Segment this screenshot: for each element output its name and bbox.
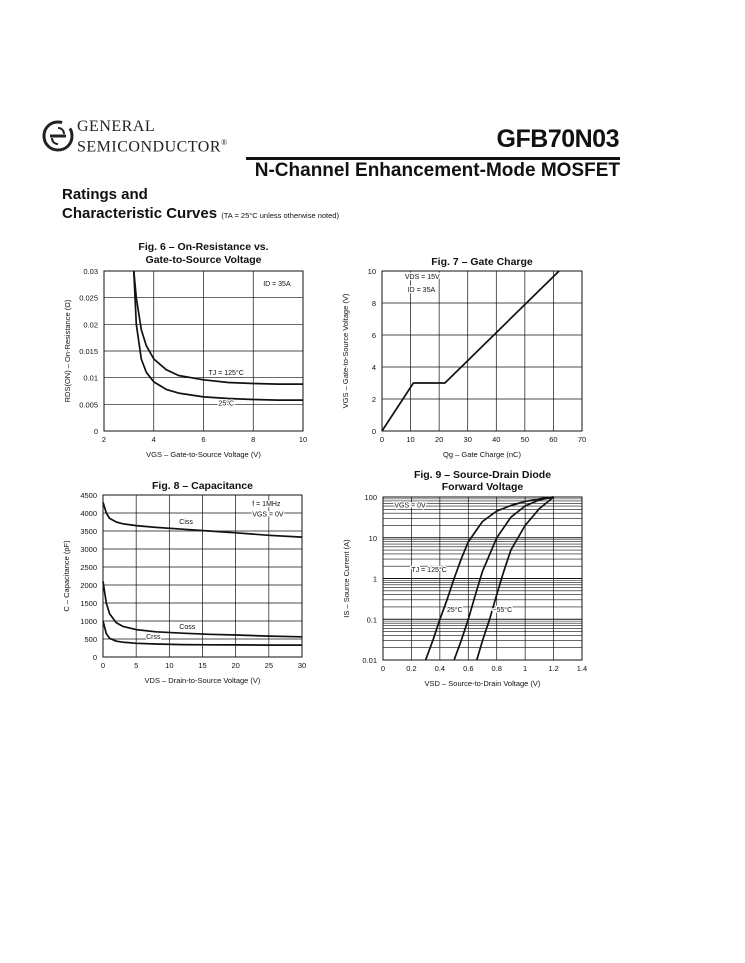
fig7-x-tick-label: 30 xyxy=(463,435,472,444)
fig6-y-tick-label: 0.03 xyxy=(83,267,98,276)
fig6-y-tick-label: 0 xyxy=(93,427,98,436)
fig6-x-tick-label: 4 xyxy=(151,435,156,444)
fig7-y-tick-label: 2 xyxy=(371,395,376,404)
fig8-annotation: f = 1MHz xyxy=(252,500,281,508)
fig9-x-tick-label: 1.4 xyxy=(576,664,588,673)
fig7-chart xyxy=(341,256,586,459)
fig9-annotation: 25°C xyxy=(446,607,463,615)
section-note: (TA = 25°C unless otherwise noted) xyxy=(221,211,339,220)
fig7-annotation: VDS = 15V xyxy=(404,274,440,281)
fig9-chart xyxy=(342,469,587,688)
fig8-y-tick-label: 4500 xyxy=(80,491,97,500)
fig8-annotation: Coss xyxy=(179,623,196,631)
fig8-y-tick-label: 0 xyxy=(92,653,97,662)
fig7-y-tick-label: 8 xyxy=(371,299,376,308)
fig6-x-tick-label: 2 xyxy=(101,435,107,444)
fig7-x-tick-label: 0 xyxy=(379,435,385,444)
fig6-title: Fig. 6 – On-Resistance vs. xyxy=(138,241,269,253)
fig6-x-tick-label: 6 xyxy=(201,435,206,444)
fig9-annotation: VGS = 0V xyxy=(394,502,426,510)
fig6-annotation: 25°C xyxy=(218,400,235,408)
fig6-annotation: ID = 35A xyxy=(263,280,291,288)
fig8-x-tick-label: 15 xyxy=(198,661,207,670)
fig6-annotation: TJ = 125°C xyxy=(208,370,244,377)
fig6-y-tick-label: 0.005 xyxy=(79,400,98,410)
fig9-title: Forward Voltage xyxy=(441,481,524,493)
fig8-y-tick-label: 1500 xyxy=(80,599,97,608)
part-number: GFB70N03 xyxy=(496,125,619,153)
fig9-y-tick-label: 0.1 xyxy=(366,615,377,625)
section-title-line-1: Ratings and xyxy=(62,186,148,203)
fig9-y-tick-label: 100 xyxy=(364,493,377,502)
fig7-x-axis-label: Qg – Gate Charge (nC) xyxy=(443,450,521,459)
fig8-y-tick-label: 3500 xyxy=(80,527,97,536)
fig6-y-tick-label: 0.015 xyxy=(79,347,98,356)
fig8-y-tick-label: 3000 xyxy=(80,545,97,554)
fig9-title: Fig. 9 – Source-Drain Diode xyxy=(413,469,552,481)
fig6-chart xyxy=(63,241,307,459)
fig8-y-axis-label: C – Capacitance (pF) xyxy=(62,540,71,612)
fig7-x-tick-label: 70 xyxy=(577,435,587,444)
fig7-title: Fig. 7 – Gate Charge xyxy=(431,256,533,268)
fig8-x-axis-label: VDS – Drain-to-Source Voltage (V) xyxy=(144,676,261,685)
fig9-x-tick-label: 1 xyxy=(523,664,528,673)
fig9-x-tick-label: 1.2 xyxy=(548,664,559,673)
fig6-series-line xyxy=(134,271,303,384)
fig6-y-axis-label: RDS(ON) – On-Resistance (Ω) xyxy=(63,299,72,403)
fig9-x-tick-label: 0.4 xyxy=(434,664,446,673)
fig7-y-tick-label: 6 xyxy=(371,331,376,340)
fig7-y-axis-label: VGS – Gate-to-Source Voltage (V) xyxy=(341,293,350,409)
fig9-x-tick-label: 0 xyxy=(380,664,386,673)
fig7-y-tick-label: 4 xyxy=(371,363,376,372)
fig7-x-tick-label: 50 xyxy=(520,435,530,444)
fig8-x-tick-label: 10 xyxy=(165,661,174,670)
fig8-y-tick-label: 500 xyxy=(84,635,97,644)
fig8-x-tick-label: 25 xyxy=(264,661,274,670)
fig6-title: Gate-to-Source Voltage xyxy=(145,254,262,266)
fig7-x-tick-label: 60 xyxy=(549,435,558,444)
fig8-y-tick-label: 2000 xyxy=(80,581,97,590)
fig8-y-tick-label: 1000 xyxy=(80,617,97,626)
device-subtitle: N-Channel Enhancement-Mode MOSFET xyxy=(254,160,620,181)
fig8-y-tick-label: 4000 xyxy=(80,509,97,518)
fig6-y-tick-label: 0.02 xyxy=(83,320,98,330)
fig8-x-tick-label: 5 xyxy=(134,661,139,670)
fig8-chart xyxy=(62,480,306,685)
fig8-annotation: Crss xyxy=(146,634,161,641)
fig8-x-tick-label: 20 xyxy=(231,661,240,670)
fig7-x-tick-label: 10 xyxy=(406,435,415,444)
fig6-y-tick-label: 0.025 xyxy=(79,293,98,303)
fig7-x-tick-label: 20 xyxy=(434,435,444,444)
fig8-x-tick-label: 30 xyxy=(297,661,307,670)
fig9-y-axis-label: IS – Source Current (A) xyxy=(342,539,351,618)
fig7-annotation: ID = 35A xyxy=(407,286,436,294)
section-title-text: Characteristic Curves xyxy=(62,205,218,222)
fig6-x-tick-label: 10 xyxy=(298,435,308,444)
fig9-x-tick-label: 0.2 xyxy=(406,664,417,673)
fig9-annotation: −55°C xyxy=(492,607,513,615)
brand-line-1: GENERAL xyxy=(77,118,156,135)
fig7-x-tick-label: 40 xyxy=(492,435,501,444)
fig8-y-tick-label: 2500 xyxy=(80,563,97,572)
fig9-y-tick-label: 10 xyxy=(368,533,377,543)
fig9-y-tick-label: 0.01 xyxy=(362,656,377,665)
fig6-x-tick-label: 8 xyxy=(251,435,256,444)
fig8-annotation: Ciss xyxy=(179,518,193,526)
fig6-x-axis-label: VGS – Gate-to-Source Voltage (V) xyxy=(146,450,261,459)
fig9-x-tick-label: 0.6 xyxy=(463,664,474,673)
fig9-y-tick-label: 1 xyxy=(372,574,377,584)
fig9-x-axis-label: VSD – Source-to-Drain Voltage (V) xyxy=(424,679,541,688)
fig8-annotation: VGS = 0V xyxy=(252,511,284,519)
registered-mark: ® xyxy=(221,138,228,147)
fig7-y-tick-label: 0 xyxy=(371,427,376,436)
fig7-frame xyxy=(382,271,582,431)
brand-line-2-text: SEMICONDUCTOR xyxy=(77,138,221,156)
fig6-y-tick-label: 0.01 xyxy=(83,373,98,383)
fig7-y-tick-label: 10 xyxy=(367,267,376,276)
fig8-x-tick-label: 0 xyxy=(100,661,106,670)
fig9-annotation: TJ = 125°C xyxy=(411,566,447,574)
fig7-series-line xyxy=(382,271,559,431)
fig9-x-tick-label: 0.8 xyxy=(491,664,502,673)
fig8-title: Fig. 8 – Capacitance xyxy=(152,480,253,492)
